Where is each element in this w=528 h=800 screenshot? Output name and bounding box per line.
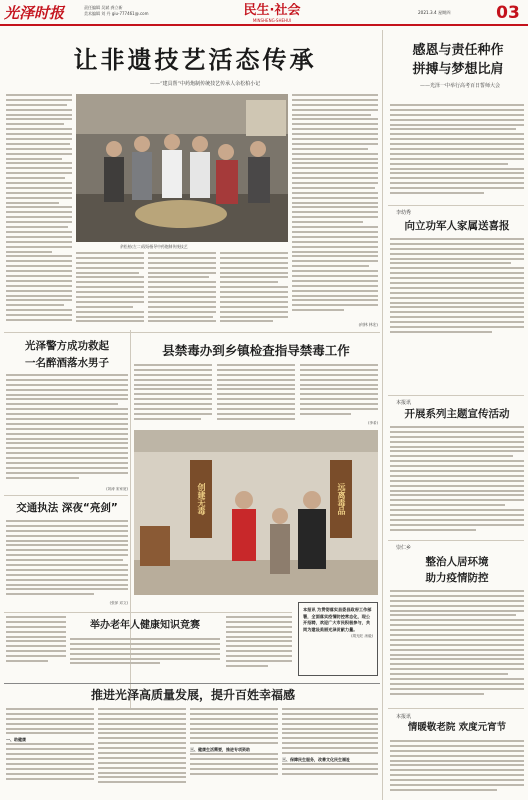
rescue-headline-1: 光泽警方成功救起 xyxy=(25,340,109,352)
right-bottom-kicker: 本报讯 xyxy=(396,714,412,720)
right-low-body xyxy=(390,426,524,536)
bottom-rule xyxy=(4,683,380,684)
right-top-headline-2: 拼搏与梦想比肩 xyxy=(412,62,504,77)
right-bottom-headline: 情暖敬老院 欢度元宵节 xyxy=(407,722,507,733)
health-body-right xyxy=(226,616,292,674)
bottom-sub-1: 一、助健康 xyxy=(6,737,26,743)
traffic-body xyxy=(6,520,128,600)
designer-line: 美术编辑 刘 丹 giu-777461@.com xyxy=(84,11,149,16)
bottom-col1 xyxy=(6,708,94,798)
rescue-tag: (刘涛 宋家宽) xyxy=(106,487,128,491)
lead-headline: 让非遗技艺活态传承 xyxy=(73,46,317,74)
issue-date: 2021.3.4 星期四 xyxy=(418,10,451,15)
right-top-headline-1: 感恩与责任种作 xyxy=(412,43,504,58)
drugs-body-3 xyxy=(300,364,378,424)
lead-text-col1 xyxy=(6,94,72,330)
bottom-sub-3: 三、保障民生服务，改善文化民生福祉 xyxy=(282,756,350,762)
lead-text-col2 xyxy=(76,252,144,330)
lead-text-col4 xyxy=(220,252,288,330)
right-mid-headline: 向立功军人家属送喜报 xyxy=(404,220,510,232)
right-bottom-body xyxy=(390,740,524,798)
notice-box xyxy=(298,602,378,676)
masthead-info xyxy=(84,5,204,23)
right-low-headline: 开展系列主题宣传活动 xyxy=(404,408,510,420)
section-title-en: MINSHENG·SHEHUI xyxy=(252,18,292,23)
health-body-left xyxy=(6,616,66,668)
bottom-col2 xyxy=(98,708,186,798)
traffic-headline: 交通执法 深夜“亮剑” xyxy=(16,502,118,514)
rescue-body xyxy=(6,374,128,486)
editor-line: 责任编辑 吴斌 龚立新 xyxy=(84,5,123,10)
right-rule-2 xyxy=(388,395,524,396)
drugs-banner-right: 远离毒品 xyxy=(337,483,346,515)
lead-subtitle: ——“建具帮”中药炮制传统技艺传承人余松柏小记 xyxy=(150,81,261,87)
right-lower2-headline-1: 整治人居环境 xyxy=(425,556,489,568)
right-rule-1 xyxy=(388,205,524,206)
right-mid-kicker: 李幼秀 xyxy=(396,210,412,216)
health-headline: 举办老年人健康知识竞赛 xyxy=(90,620,200,631)
lead-photo-image xyxy=(76,94,288,242)
drugs-photo xyxy=(134,430,378,595)
newspaper-logo: 光泽时报 xyxy=(4,4,65,22)
right-mid-body xyxy=(390,238,524,338)
lead-text-col5 xyxy=(292,94,378,330)
masthead xyxy=(0,0,528,26)
right-rule-4 xyxy=(388,708,524,709)
bottom-col3 xyxy=(190,708,278,798)
drugs-tag: (李希) xyxy=(368,421,378,425)
drugs-body-1 xyxy=(134,364,212,424)
right-top-body xyxy=(390,104,524,200)
notice-text: 本报讯 为贯彻落实县委县政府工作部署，全面落实疫情防控常态化，现公开招聘，欢迎广大市民积极参与，共同为建设美丽光泽贡献力量。 xyxy=(303,607,372,632)
left-rule-1 xyxy=(4,495,128,496)
notice-tag: (胡光旺 汤毅) xyxy=(351,634,373,639)
drugs-banner-left: 创建无毒 xyxy=(197,483,206,515)
lead-photo-caption: 余松柏(左二)现场指导中药炮制传统技艺 xyxy=(120,244,188,249)
rescue-headline-2: 一名醉酒落水男子 xyxy=(25,357,109,369)
lead-photo xyxy=(76,94,288,242)
right-lower2-headline-2: 助力疫情防控 xyxy=(425,572,489,584)
drugs-headline: 县禁毒办到乡镇检查指导禁毒工作 xyxy=(162,343,350,358)
bottom-sub-2: 三、健康生活需要，推进专项资助 xyxy=(190,747,250,753)
lead-text-col3 xyxy=(148,252,216,330)
right-low-kicker: 本报讯 xyxy=(396,400,412,406)
bottom-headline: 推进光泽高质量发展，提升百姓幸福感 xyxy=(90,688,295,702)
bottom-col4 xyxy=(282,708,378,798)
lead-byline: (何林 林宏) xyxy=(358,322,378,327)
column-rule-right xyxy=(382,30,383,800)
right-rule-3 xyxy=(388,540,524,541)
right-lower2-kicker: 崇仁乡 xyxy=(396,545,412,551)
right-top-subtitle: ——光泽一中举行高考百日誓师大会 xyxy=(420,83,501,89)
drugs-body-2 xyxy=(217,364,295,424)
section-title: 民生·社会 xyxy=(243,3,301,18)
page-number: 03 xyxy=(496,3,520,23)
right-lower2-body xyxy=(390,590,524,702)
left-rule-2 xyxy=(4,612,292,613)
lead-bottom-rule xyxy=(4,332,380,333)
health-body-mid xyxy=(70,638,220,672)
traffic-tag: (张萍 邓文) xyxy=(109,601,128,605)
